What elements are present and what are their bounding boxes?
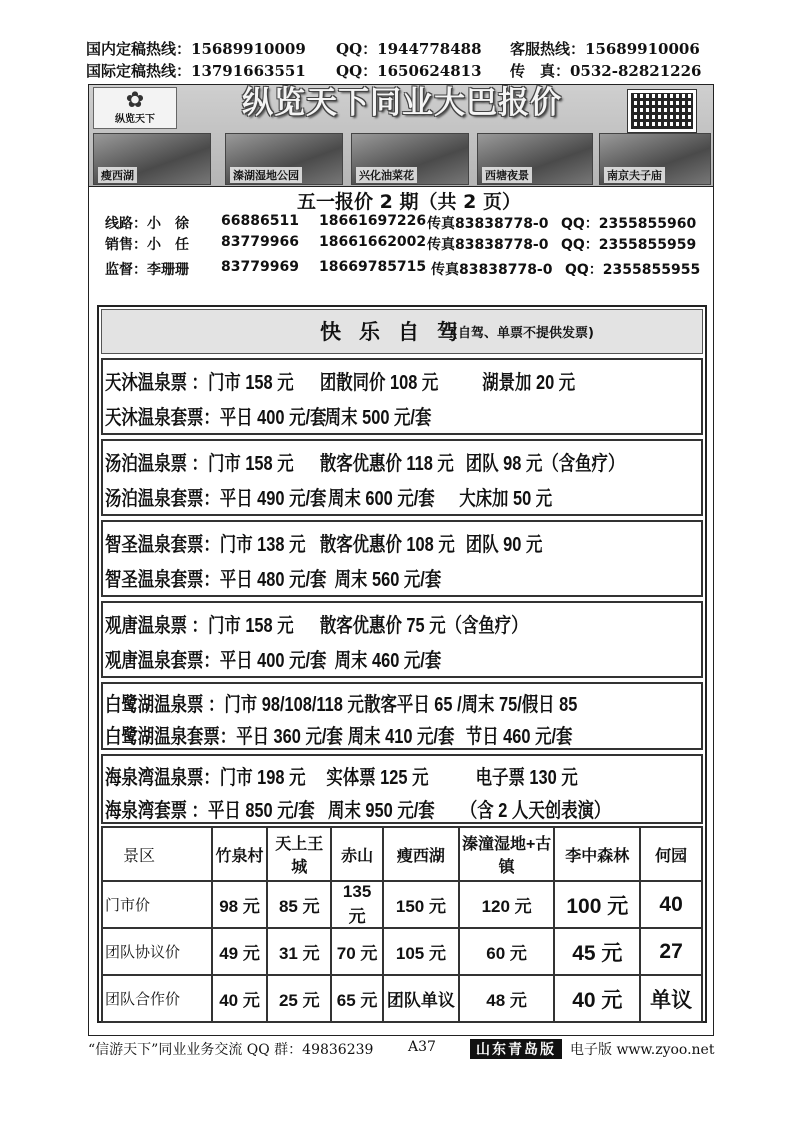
- price-item: 海泉湾套票 ：平日 850 元/套: [105, 800, 315, 822]
- price-item: 观唐温泉票 ：门市 158 元: [105, 615, 294, 637]
- photo-caption: 兴化油菜花: [356, 167, 417, 183]
- contact-phone: 83779969: [221, 259, 299, 275]
- contact-role: 监督：李珊珊: [105, 262, 189, 278]
- contact-phone: 83779966: [221, 234, 299, 250]
- page-footer: [88, 1039, 718, 1059]
- price-item: 团散同价 108 元: [319, 372, 439, 394]
- price-item: 团队 98 元（含鱼疗）: [465, 453, 625, 475]
- contact-mobile: 18661697226: [319, 213, 427, 229]
- price-item: 大床加 50 元: [459, 488, 553, 510]
- price-item: 智圣温泉套票：门市 138 元: [105, 534, 306, 556]
- contact-mobile: 18669785715: [319, 259, 427, 275]
- table-cell: 135 元: [331, 881, 383, 928]
- section-title: 快乐自驾: [320, 320, 476, 344]
- hotline-row-international: [86, 60, 710, 80]
- table-cell: 40 元: [554, 975, 640, 1022]
- price-item: 观唐温泉套票：平日 400 元/套: [105, 650, 327, 672]
- price-item: 周末 950 元/套: [328, 800, 435, 822]
- qr-code-icon: [627, 89, 697, 133]
- price-item: 周末 500 元/套: [324, 407, 432, 429]
- hotline-row-domestic: [86, 38, 710, 58]
- contact-role: 线路：小 徐: [105, 216, 189, 232]
- issue-title: 五一报价 2 期（共 2 页）: [297, 191, 521, 213]
- table-cell: 48 元: [459, 975, 555, 1022]
- price-item: 散客平日 65 /周末 75/假日 85: [364, 694, 578, 716]
- table-cell: 单议: [640, 975, 702, 1022]
- logo-text: 纵览天下: [115, 114, 155, 125]
- price-item: 周末 560 元/套: [334, 569, 442, 591]
- table-cell: 98 元: [212, 881, 268, 928]
- price-item: 汤泊温泉票 ：门市 158 元: [105, 453, 294, 475]
- domestic-qq: QQ：1944778488: [336, 40, 482, 58]
- table-row: [102, 881, 702, 928]
- scenic-photo: [477, 133, 593, 185]
- contact-mobile: 18661662002: [319, 234, 427, 250]
- hot-spring-block-zhisheng: [101, 520, 703, 597]
- table-cell: 25 元: [267, 975, 331, 1022]
- table-cell: 49 元: [212, 928, 268, 975]
- price-item: 白鹭湖温泉票 ：门市 98/108/118 元: [105, 694, 364, 716]
- self-drive-section: [97, 305, 707, 1023]
- contact-fax: 传真83838778-0: [427, 216, 549, 232]
- scenic-photo: [599, 133, 711, 185]
- table-cell: 60 元: [459, 928, 555, 975]
- price-item: 白鹭湖温泉套票：平日 360 元/套: [105, 726, 343, 748]
- domestic-hotline: 国内定稿热线：15689910009: [86, 40, 306, 58]
- price-item: 周末 600 元/套: [328, 488, 435, 510]
- banner-title: 纵览天下同业大巴报价: [242, 85, 562, 121]
- hot-spring-block-tangbo: [101, 439, 703, 516]
- price-item: 汤泊温泉套票：平日 490 元/套: [105, 488, 327, 510]
- hot-spring-block-haiquanwan: [101, 754, 703, 824]
- table-header-cell: 赤山: [331, 827, 383, 881]
- price-item: 团队 90 元: [465, 534, 543, 556]
- table-cell: 150 元: [383, 881, 459, 928]
- table-header-cell: 竹泉村: [212, 827, 268, 881]
- section-note: (自驾、单票不提供发票): [452, 326, 594, 341]
- scenic-photo: [93, 133, 211, 185]
- scenic-price-table: [101, 826, 703, 1023]
- international-hotline: 国际定稿热线：13791663551: [86, 62, 306, 80]
- price-item: 周末 410 元/套: [347, 726, 455, 748]
- table-cell: 团队单议: [383, 975, 459, 1022]
- contact-qq: QQ：2355855960: [561, 216, 697, 232]
- price-item: 电子票 130 元: [475, 767, 578, 789]
- table-header-cell: 何园: [640, 827, 702, 881]
- photo-caption: 西塘夜景: [482, 167, 532, 183]
- table-cell: 门市价: [102, 881, 212, 928]
- contact-phone: 66886511: [221, 213, 299, 229]
- scenic-photo: [351, 133, 469, 185]
- table-cell: 团队协议价: [102, 928, 212, 975]
- price-item: 实体票 125 元: [326, 767, 429, 789]
- price-item: 散客优惠价 108 元: [319, 534, 455, 556]
- photo-caption: 瘦西湖: [98, 167, 137, 183]
- price-item: 节日 460 元/套: [465, 726, 573, 748]
- hot-spring-block-bailuhu: [101, 682, 703, 750]
- price-item: 智圣温泉套票：平日 480 元/套: [105, 569, 327, 591]
- table-cell: 65 元: [331, 975, 383, 1022]
- price-item: （含 2 人天创表演）: [460, 800, 611, 822]
- table-cell: 团队合作价: [102, 975, 212, 1022]
- table-cell: 45 元: [554, 928, 640, 975]
- photo-caption: 南京夫子庙: [604, 167, 665, 183]
- table-cell: 120 元: [459, 881, 555, 928]
- header-banner: [89, 85, 713, 187]
- contact-qq: QQ：2355855959: [561, 237, 697, 253]
- table-cell: 85 元: [267, 881, 331, 928]
- table-header-cell: 景区: [102, 827, 212, 881]
- service-hotline: 客服热线：15689910006: [510, 40, 700, 58]
- table-cell: 27: [640, 928, 702, 975]
- price-item: 湖景加 20 元: [482, 372, 576, 394]
- contact-qq: QQ：2355855955: [565, 262, 701, 278]
- price-item: 天沐温泉票 ：门市 158 元: [105, 372, 294, 394]
- table-row: [102, 975, 702, 1022]
- table-header-row: [102, 827, 702, 881]
- contact-fax: 传真83838778-0: [431, 262, 553, 278]
- photo-caption: 溱湖湿地公园: [230, 167, 302, 183]
- hot-spring-block-tianmu: [101, 358, 703, 435]
- hot-spring-block-guantang: [101, 601, 703, 678]
- table-header-cell: 李中森林: [554, 827, 640, 881]
- price-item: 散客优惠价 75 元（含鱼疗）: [319, 615, 528, 637]
- table-cell: 31 元: [267, 928, 331, 975]
- brand-logo: [93, 87, 177, 129]
- table-header-cell: 天上王城: [267, 827, 331, 881]
- price-item: 周末 460 元/套: [334, 650, 442, 672]
- table-cell: 70 元: [331, 928, 383, 975]
- international-qq: QQ：1650624813: [336, 62, 482, 80]
- table-cell: 105 元: [383, 928, 459, 975]
- qq-group-text: “信游天下”同业业务交流 QQ 群：49836239: [88, 1042, 374, 1058]
- table-cell: 40: [640, 881, 702, 928]
- table-header-cell: 瘦西湖: [383, 827, 459, 881]
- price-sheet-frame: [88, 84, 714, 1036]
- contact-fax: 传真83838778-0: [427, 237, 549, 253]
- price-item: 散客优惠价 118 元: [319, 453, 454, 475]
- table-cell: 40 元: [212, 975, 268, 1022]
- contact-role: 销售：小 任: [105, 237, 189, 253]
- fax-number: 传 真：0532-82821226: [510, 62, 702, 80]
- table-header-cell: 溱潼湿地+古镇: [459, 827, 555, 881]
- page-number: A37: [408, 1039, 436, 1055]
- price-item: 天沐温泉套票：平日 400 元/套: [105, 407, 327, 429]
- scenic-photo: [225, 133, 343, 185]
- website-link[interactable]: 电子版 www.zyoo.net: [570, 1042, 715, 1058]
- section-header: [101, 309, 703, 354]
- table-row: [102, 928, 702, 975]
- flower-icon: ✿: [125, 88, 145, 113]
- table-cell: 100 元: [554, 881, 640, 928]
- edition-tag: 山东青岛版: [470, 1039, 562, 1059]
- price-item: 海泉湾温泉票：门市 198 元: [105, 767, 306, 789]
